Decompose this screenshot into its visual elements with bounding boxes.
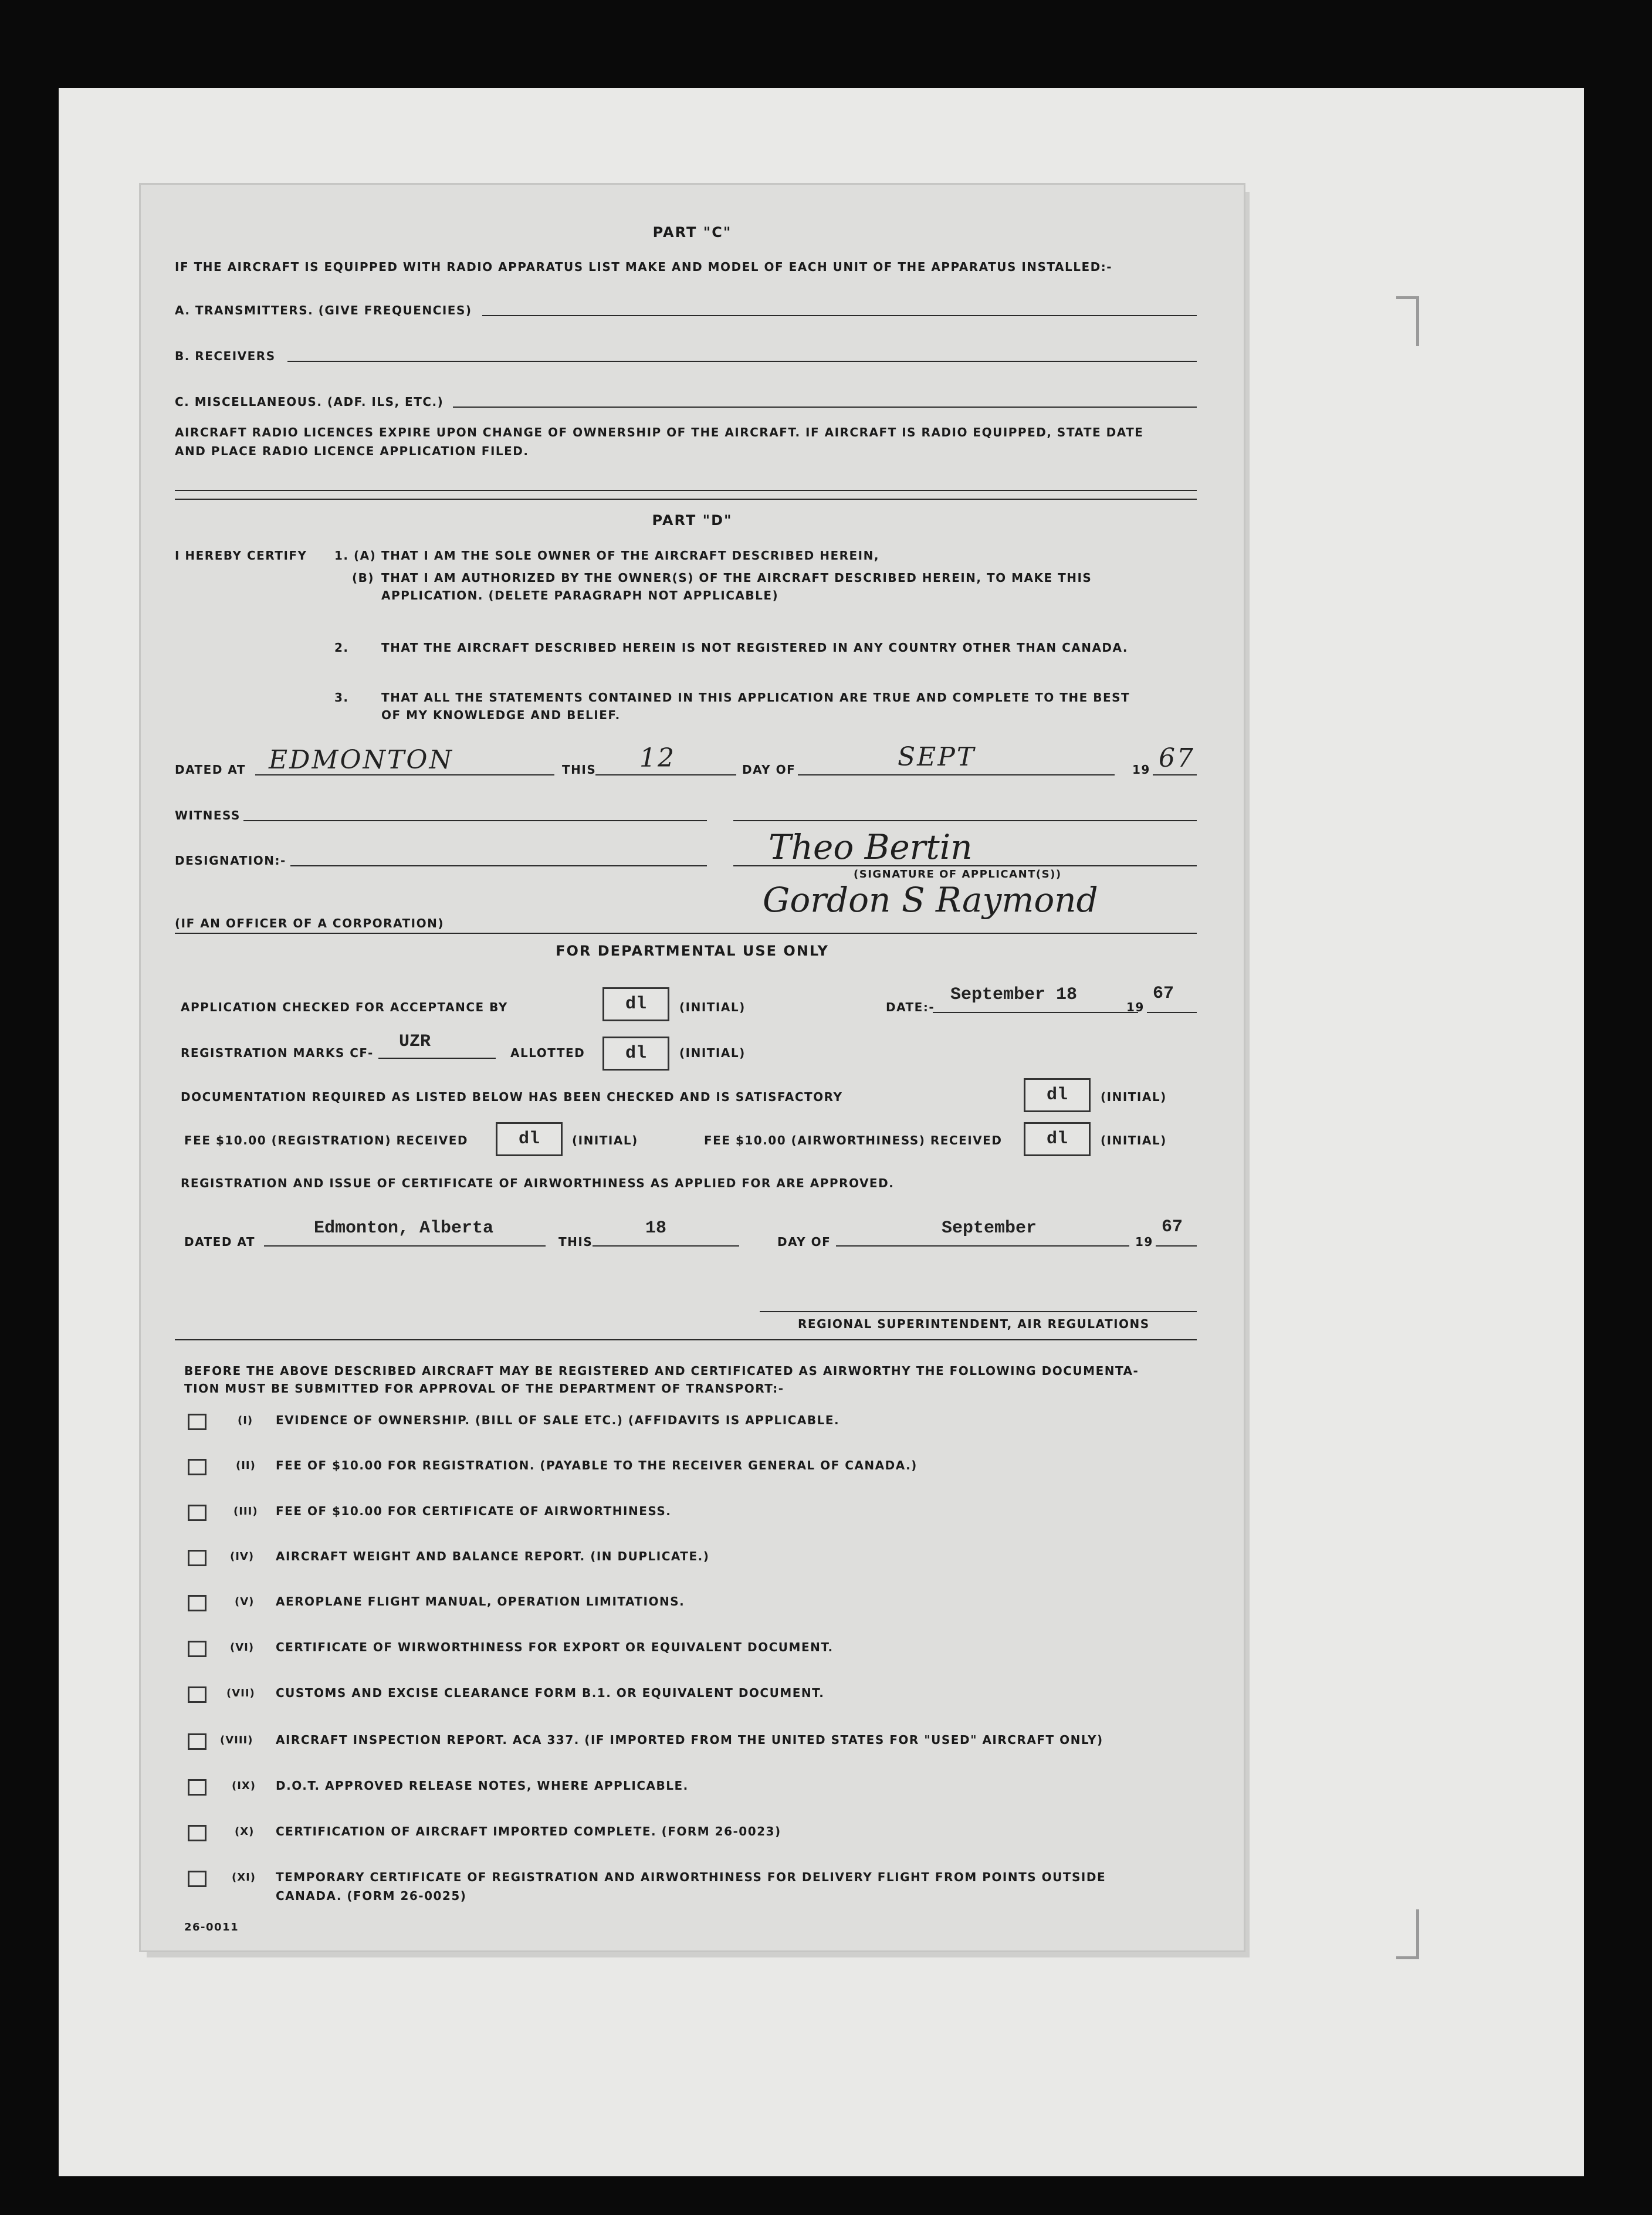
requirement-number-8: (VIII) [220,1734,253,1746]
requirement-checkbox-3[interactable] [188,1505,206,1521]
witness-line-right [733,820,1197,821]
fee-registration-initial-label: (INITIAL) [572,1133,638,1147]
allotted-initial-box: dl [602,1037,669,1071]
registration-form-page [141,185,1244,1950]
requirement-checkbox-7[interactable] [188,1686,206,1703]
departmental-divider [175,1339,1197,1340]
receivers-label: B. RECEIVERS [175,349,276,363]
requirement-checkbox-6[interactable] [188,1641,206,1657]
part-c-title: PART "C" [652,224,732,241]
requirement-checkbox-5[interactable] [188,1595,206,1611]
approval-year-line [1156,1245,1197,1247]
requirement-text-3: FEE OF $10.00 FOR CERTIFICATE OF AIRWORTHINESS. [276,1504,672,1518]
signature-line [733,865,1197,866]
witness-label: WITNESS [175,808,241,822]
designation-line [290,865,707,866]
witness-line [243,820,707,821]
requirement-checkbox-8[interactable] [188,1733,206,1750]
year-prefix: 19 [1132,763,1150,777]
licence-note-2: AND PLACE RADIO LICENCE APPLICATION FILED. [175,444,529,458]
officer-note: (IF AN OFFICER OF A CORPORATION) [175,916,444,930]
date-year-value: 67 [1153,984,1174,1004]
part-c-intro: IF THE AIRCRAFT IS EQUIPPED WITH RADIO APPARATUS LIST MAKE AND MODEL OF EACH UNIT OF THE APPARATUS INSTALLED:- [175,260,1113,274]
applicant-signature-1: Theo Bertin [769,827,973,867]
requirements-intro-2: TION MUST BE SUBMITTED FOR APPROVAL OF THE DEPARTMENT OF TRANSPORT:- [184,1381,784,1396]
applicant-signature-2: Gordon S Raymond [763,880,1098,920]
allotted-initial-label: (INITIAL) [679,1046,746,1060]
item-2-text: THAT THE AIRCRAFT DESCRIBED HEREIN IS NOT REGISTERED IN ANY COUNTRY OTHER THAN CANADA. [381,641,1128,655]
requirement-checkbox-4[interactable] [188,1550,206,1566]
item-1b-number: (B) [352,571,375,585]
date-line [933,1012,1138,1013]
approval-dated-at-line [264,1245,546,1247]
fee-airworthiness-initial-label: (INITIAL) [1101,1133,1167,1147]
approval-year-value: 67 [1162,1217,1183,1237]
requirement-checkbox-11[interactable] [188,1871,206,1887]
item-1b-text-1: THAT I AM AUTHORIZED BY THE OWNER(S) OF THE AIRCRAFT DESCRIBED HEREIN, TO MAKE THIS [381,571,1092,585]
requirement-number-2: (II) [236,1459,256,1472]
signature-caption: (SIGNATURE OF APPLICANT(S)) [854,868,1062,880]
crop-mark-top-right [1396,296,1419,346]
requirement-text-11-continued: CANADA. (FORM 26-0025) [276,1889,467,1903]
requirement-number-10: (X) [235,1825,255,1838]
requirement-checkbox-1[interactable] [188,1414,206,1430]
requirement-number-11: (XI) [232,1871,256,1884]
approval-day-line [593,1245,739,1247]
dated-at-line [255,774,554,775]
allotted-label: ALLOTTED [510,1046,585,1060]
approval-month-line [836,1245,1129,1247]
day-line [595,774,736,775]
form-number: 26-0011 [184,1921,239,1933]
licence-note-1: AIRCRAFT RADIO LICENCES EXPIRE UPON CHANGE OF OWNERSHIP OF THE AIRCRAFT. IF AIRCRAFT IS RADIO EQUIPPED, STATE DATE [175,425,1144,439]
approval-dated-at-value: Edmonton, Alberta [314,1218,494,1238]
requirement-text-7: CUSTOMS AND EXCISE CLEARANCE FORM B.1. OR EQUIVALENT DOCUMENT. [276,1686,825,1700]
superintendent-signature-line [760,1311,1197,1312]
departmental-title: FOR DEPARTMENTAL USE ONLY [556,943,829,959]
reg-marks-line [378,1058,496,1059]
reg-marks-label: REGISTRATION MARKS CF- [181,1046,374,1060]
requirement-text-9: D.O.T. APPROVED RELEASE NOTES, WHERE APPLICABLE. [276,1779,689,1793]
approval-day-value: 18 [645,1218,667,1238]
year-line [1153,774,1197,775]
item-3-number: 3. [334,690,349,705]
fee-airworthiness-label: FEE $10.00 (AIRWORTHINESS) RECEIVED [704,1133,1003,1147]
requirement-text-5: AEROPLANE FLIGHT MANUAL, OPERATION LIMITATIONS. [276,1594,685,1608]
part-d-divider [175,933,1197,934]
requirement-text-4: AIRCRAFT WEIGHT AND BALANCE REPORT. (IN DUPLICATE.) [276,1549,710,1563]
requirement-number-4: (IV) [230,1550,255,1563]
checked-label: APPLICATION CHECKED FOR ACCEPTANCE BY [181,1000,508,1014]
requirement-number-6: (VI) [230,1641,255,1654]
fee-registration-initial-box: dl [496,1122,563,1156]
day-of-label: DAY OF [742,763,796,777]
date-value: September 18 [950,985,1078,1005]
documentation-initial-box: dl [1024,1078,1091,1112]
part-d-title: PART "D" [652,512,733,529]
item-3-text-1: THAT ALL THE STATEMENTS CONTAINED IN THIS APPLICATION ARE TRUE AND COMPLETE TO THE BEST [381,690,1130,705]
requirement-number-5: (V) [235,1596,255,1608]
item-1b-text-2: APPLICATION. (DELETE PARAGRAPH NOT APPLICABLE) [381,588,779,602]
item-2-number: 2. [334,641,349,655]
documentation-label: DOCUMENTATION REQUIRED AS LISTED BELOW HAS BEEN CHECKED AND IS SATISFACTORY [181,1090,843,1104]
crop-mark-bottom-right [1396,1909,1419,1959]
licence-line [175,490,1197,491]
month-value: SEPT [898,742,976,772]
misc-line [453,407,1197,408]
month-line [798,774,1115,775]
requirement-number-7: (VII) [226,1687,255,1699]
approval-dated-at-label: DATED AT [184,1235,255,1249]
requirement-text-8: AIRCRAFT INSPECTION REPORT. ACA 337. (IF IMPORTED FROM THE UNITED STATES FOR "USED" AIRCRAFT ONLY) [276,1733,1103,1747]
approved-label: REGISTRATION AND ISSUE OF CERTIFICATE OF AIRWORTHINESS AS APPLIED FOR ARE APPROVED. [181,1176,895,1190]
requirement-checkbox-2[interactable] [188,1459,206,1475]
requirement-checkbox-10[interactable] [188,1825,206,1841]
checked-initial-label: (INITIAL) [679,1000,746,1014]
approval-year-prefix: 19 [1135,1235,1153,1249]
requirements-intro-1: BEFORE THE ABOVE DESCRIBED AIRCRAFT MAY BE REGISTERED AND CERTIFICATED AS AIRWORTHY THE FOLLOWING DOCUMENTA- [184,1364,1139,1378]
date-year-prefix: 19 [1126,1000,1145,1014]
fee-airworthiness-initial-box: dl [1024,1122,1091,1156]
requirement-text-11: TEMPORARY CERTIFICATE OF REGISTRATION AND AIRWORTHINESS FOR DELIVERY FLIGHT FROM POINTS OUTSIDE [276,1870,1106,1884]
designation-label: DESIGNATION:- [175,854,286,868]
fee-registration-label: FEE $10.00 (REGISTRATION) RECEIVED [184,1133,469,1147]
transmitters-label: A. TRANSMITTERS. (GIVE FREQUENCIES) [175,303,472,317]
requirement-checkbox-9[interactable] [188,1779,206,1796]
approval-month-value: September [942,1218,1037,1238]
requirement-number-1: (I) [238,1414,253,1427]
item-3-text-2: OF MY KNOWLEDGE AND BELIEF. [381,708,621,722]
certify-label: I HEREBY CERTIFY [175,548,307,563]
date-year-line [1147,1012,1197,1013]
item-1a-number: 1. (A) [334,548,377,563]
requirement-text-6: CERTIFICATE OF WIRWORTHINESS FOR EXPORT OR EQUIVALENT DOCUMENT. [276,1640,834,1654]
misc-label: C. MISCELLANEOUS. (ADF. ILS, ETC.) [175,395,444,409]
year-value: 67 [1159,743,1195,773]
dated-at-value: EDMONTON [269,745,453,775]
transmitters-line [482,315,1197,316]
day-value: 12 [639,743,676,773]
requirement-text-2: FEE OF $10.00 FOR REGISTRATION. (PAYABLE TO THE RECEIVER GENERAL OF CANADA.) [276,1458,918,1472]
reg-marks-value: UZR [399,1032,431,1052]
receivers-line [287,361,1197,362]
requirement-text-1: EVIDENCE OF OWNERSHIP. (BILL OF SALE ETC.) (AFFIDAVITS IS APPLICABLE. [276,1413,840,1427]
superintendent-label: REGIONAL SUPERINTENDENT, AIR REGULATIONS [798,1317,1150,1331]
date-label: DATE:- [886,1000,935,1014]
item-1a-text: THAT I AM THE SOLE OWNER OF THE AIRCRAFT DESCRIBED HEREIN, [381,548,879,563]
this-label: THIS [562,763,597,777]
documentation-initial-label: (INITIAL) [1101,1090,1167,1104]
approval-day-of-label: DAY OF [777,1235,831,1249]
dated-at-label: DATED AT [175,763,246,777]
requirement-number-3: (III) [233,1505,258,1518]
requirement-number-9: (IX) [232,1780,256,1792]
checked-initial-box: dl [602,987,669,1021]
requirement-text-10: CERTIFICATION OF AIRCRAFT IMPORTED COMPLETE. (FORM 26-0023) [276,1824,781,1838]
part-c-divider [175,499,1197,500]
approval-this-label: THIS [558,1235,593,1249]
